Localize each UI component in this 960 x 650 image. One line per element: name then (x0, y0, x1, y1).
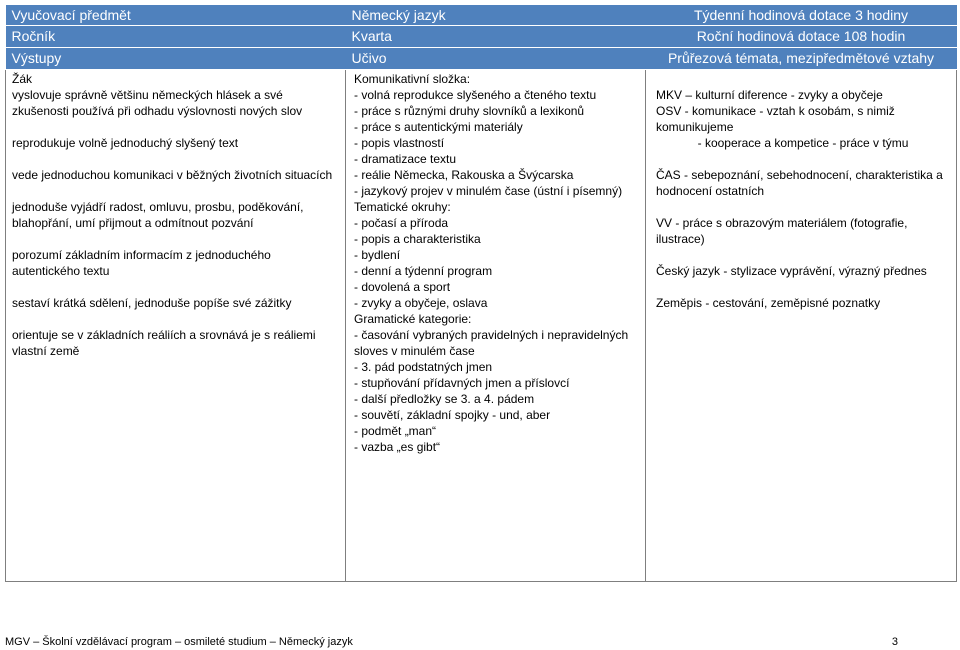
spacer (656, 247, 950, 263)
content-row (6, 70, 957, 582)
curriculum-line: - časování vybraných pravidelných i nepravidelných (354, 328, 629, 342)
output-line: vede jednoduchou komunikaci v běžných životních situacích (12, 168, 333, 182)
page-number: 3 (891, 636, 898, 648)
curriculum-line: - popis a charakteristika (354, 232, 481, 246)
curriculum-line: - souvětí, základní spojky - und, aber (354, 408, 551, 422)
topic-line: Zeměpis - cestování, zeměpisné poznatky (656, 296, 881, 310)
output-line: zkušenosti používá při odhadu výslovnosti nových slov (12, 104, 303, 118)
curriculum-line: Tematické okruhy: (354, 200, 451, 214)
header-grade-value: Kvarta (346, 26, 646, 48)
spacer (656, 279, 950, 295)
header-subject-label: Vyučovací předmět (6, 5, 346, 26)
curriculum-line: Gramatické kategorie: (354, 312, 472, 326)
header-row-subject (6, 5, 957, 26)
topic-line: Český jazyk - stylizace vyprávění, výrazný přednes (656, 264, 927, 278)
curriculum-cell (346, 70, 646, 582)
spacer (12, 279, 339, 295)
spacer (656, 199, 950, 215)
spacer (12, 311, 339, 327)
curriculum-line: - práce s autentickými materiály (354, 120, 523, 134)
curriculum-line: - práce s různými druhy slovníků a lexikonů (354, 104, 585, 118)
curriculum-line: - dramatizace textu (354, 152, 457, 166)
curriculum-line: - jazykový projev v minulém čase (ústní i písemný) (354, 184, 623, 198)
spacer (656, 151, 950, 167)
column-header-curriculum: Učivo (346, 48, 646, 70)
spacer (12, 151, 339, 167)
header-row-grade (6, 26, 957, 48)
topic-line: VV - práce s obrazovým materiálem (fotografie, (656, 216, 908, 230)
topics-cell (646, 70, 957, 582)
curriculum-line: Komunikativní složka: (354, 72, 471, 86)
output-line: blahopřání, umí přijmout a odmítnout pozvání (12, 216, 254, 230)
spacer (12, 119, 339, 135)
curriculum-line: - počasí a příroda (354, 216, 449, 230)
output-line: vlastní země (12, 344, 80, 358)
topic-line: komunikujeme (656, 120, 734, 134)
curriculum-table (5, 5, 957, 582)
topic-line: OSV - komunikace - vztah k osobám, s nimiž (656, 104, 895, 118)
curriculum-line: - 3. pád podstatných jmen (354, 360, 493, 374)
header-subject-value: Německý jazyk (346, 5, 646, 26)
header-yearly-hours: Roční hodinová dotace 108 hodin (646, 26, 957, 48)
curriculum-line: - popis vlastností (354, 136, 445, 150)
curriculum-line: - stupňování přídavných jmen a příslovcí (354, 376, 570, 390)
output-line: jednoduše vyjádří radost, omluvu, prosbu, poděkování, (12, 200, 304, 214)
spacer (656, 71, 950, 87)
topic-line: ČAS - sebepoznání, sebehodnocení, charakteristika a (656, 168, 943, 182)
spacer (12, 183, 339, 199)
topic-line: hodnocení ostatních (656, 184, 765, 198)
header-weekly-hours: Týdenní hodinová dotace 3 hodiny (646, 5, 957, 26)
output-line: orientuje se v základních reáliích a srovnává je s reáliemi (12, 328, 316, 342)
curriculum-line: - denní a týdenní program (354, 264, 493, 278)
curriculum-line: - volná reprodukce slyšeného a čteného textu (354, 88, 597, 102)
spacer (12, 231, 339, 247)
topic-line: ilustrace) (656, 232, 705, 246)
curriculum-line: - dovolená a sport (354, 280, 451, 294)
output-line: vyslovuje správně většinu německých hlásek a své (12, 88, 283, 102)
curriculum-line: - podmět „man“ (354, 424, 437, 438)
output-line: sestaví krátká sdělení, jednoduše popíše své zážitky (12, 296, 292, 310)
curriculum-line: - zvyky a obyčeje, oslava (354, 296, 488, 310)
topic-line: - kooperace a kompetice - práce v týmu (697, 136, 909, 150)
header-grade-label: Ročník (6, 26, 346, 48)
footer-text: MGV – Školní vzdělávací program – osmileté studium – Německý jazyk (5, 636, 353, 648)
column-header-outputs: Výstupy (6, 48, 346, 70)
outputs-cell (6, 70, 346, 582)
output-line: reprodukuje volně jednoduchý slyšený text (12, 136, 239, 150)
output-line: Žák (12, 72, 33, 86)
curriculum-line: - bydlení (354, 248, 401, 262)
header-row-columns (6, 48, 957, 70)
curriculum-line: - další předložky se 3. a 4. pádem (354, 392, 535, 406)
curriculum-line: sloves v minulém čase (354, 344, 475, 358)
curriculum-line: - reálie Německa, Rakouska a Švýcarska (354, 168, 574, 182)
output-line: autentického textu (12, 264, 110, 278)
page-footer (5, 636, 898, 649)
output-line: porozumí základním informacím z jednoduchého (12, 248, 271, 262)
column-header-topics: Průřezová témata, mezipředmětové vztahy (646, 48, 957, 70)
topic-line: MKV – kulturní diference - zvyky a obyčeje (656, 88, 883, 102)
curriculum-line: - vazba „es gibt“ (354, 440, 441, 454)
